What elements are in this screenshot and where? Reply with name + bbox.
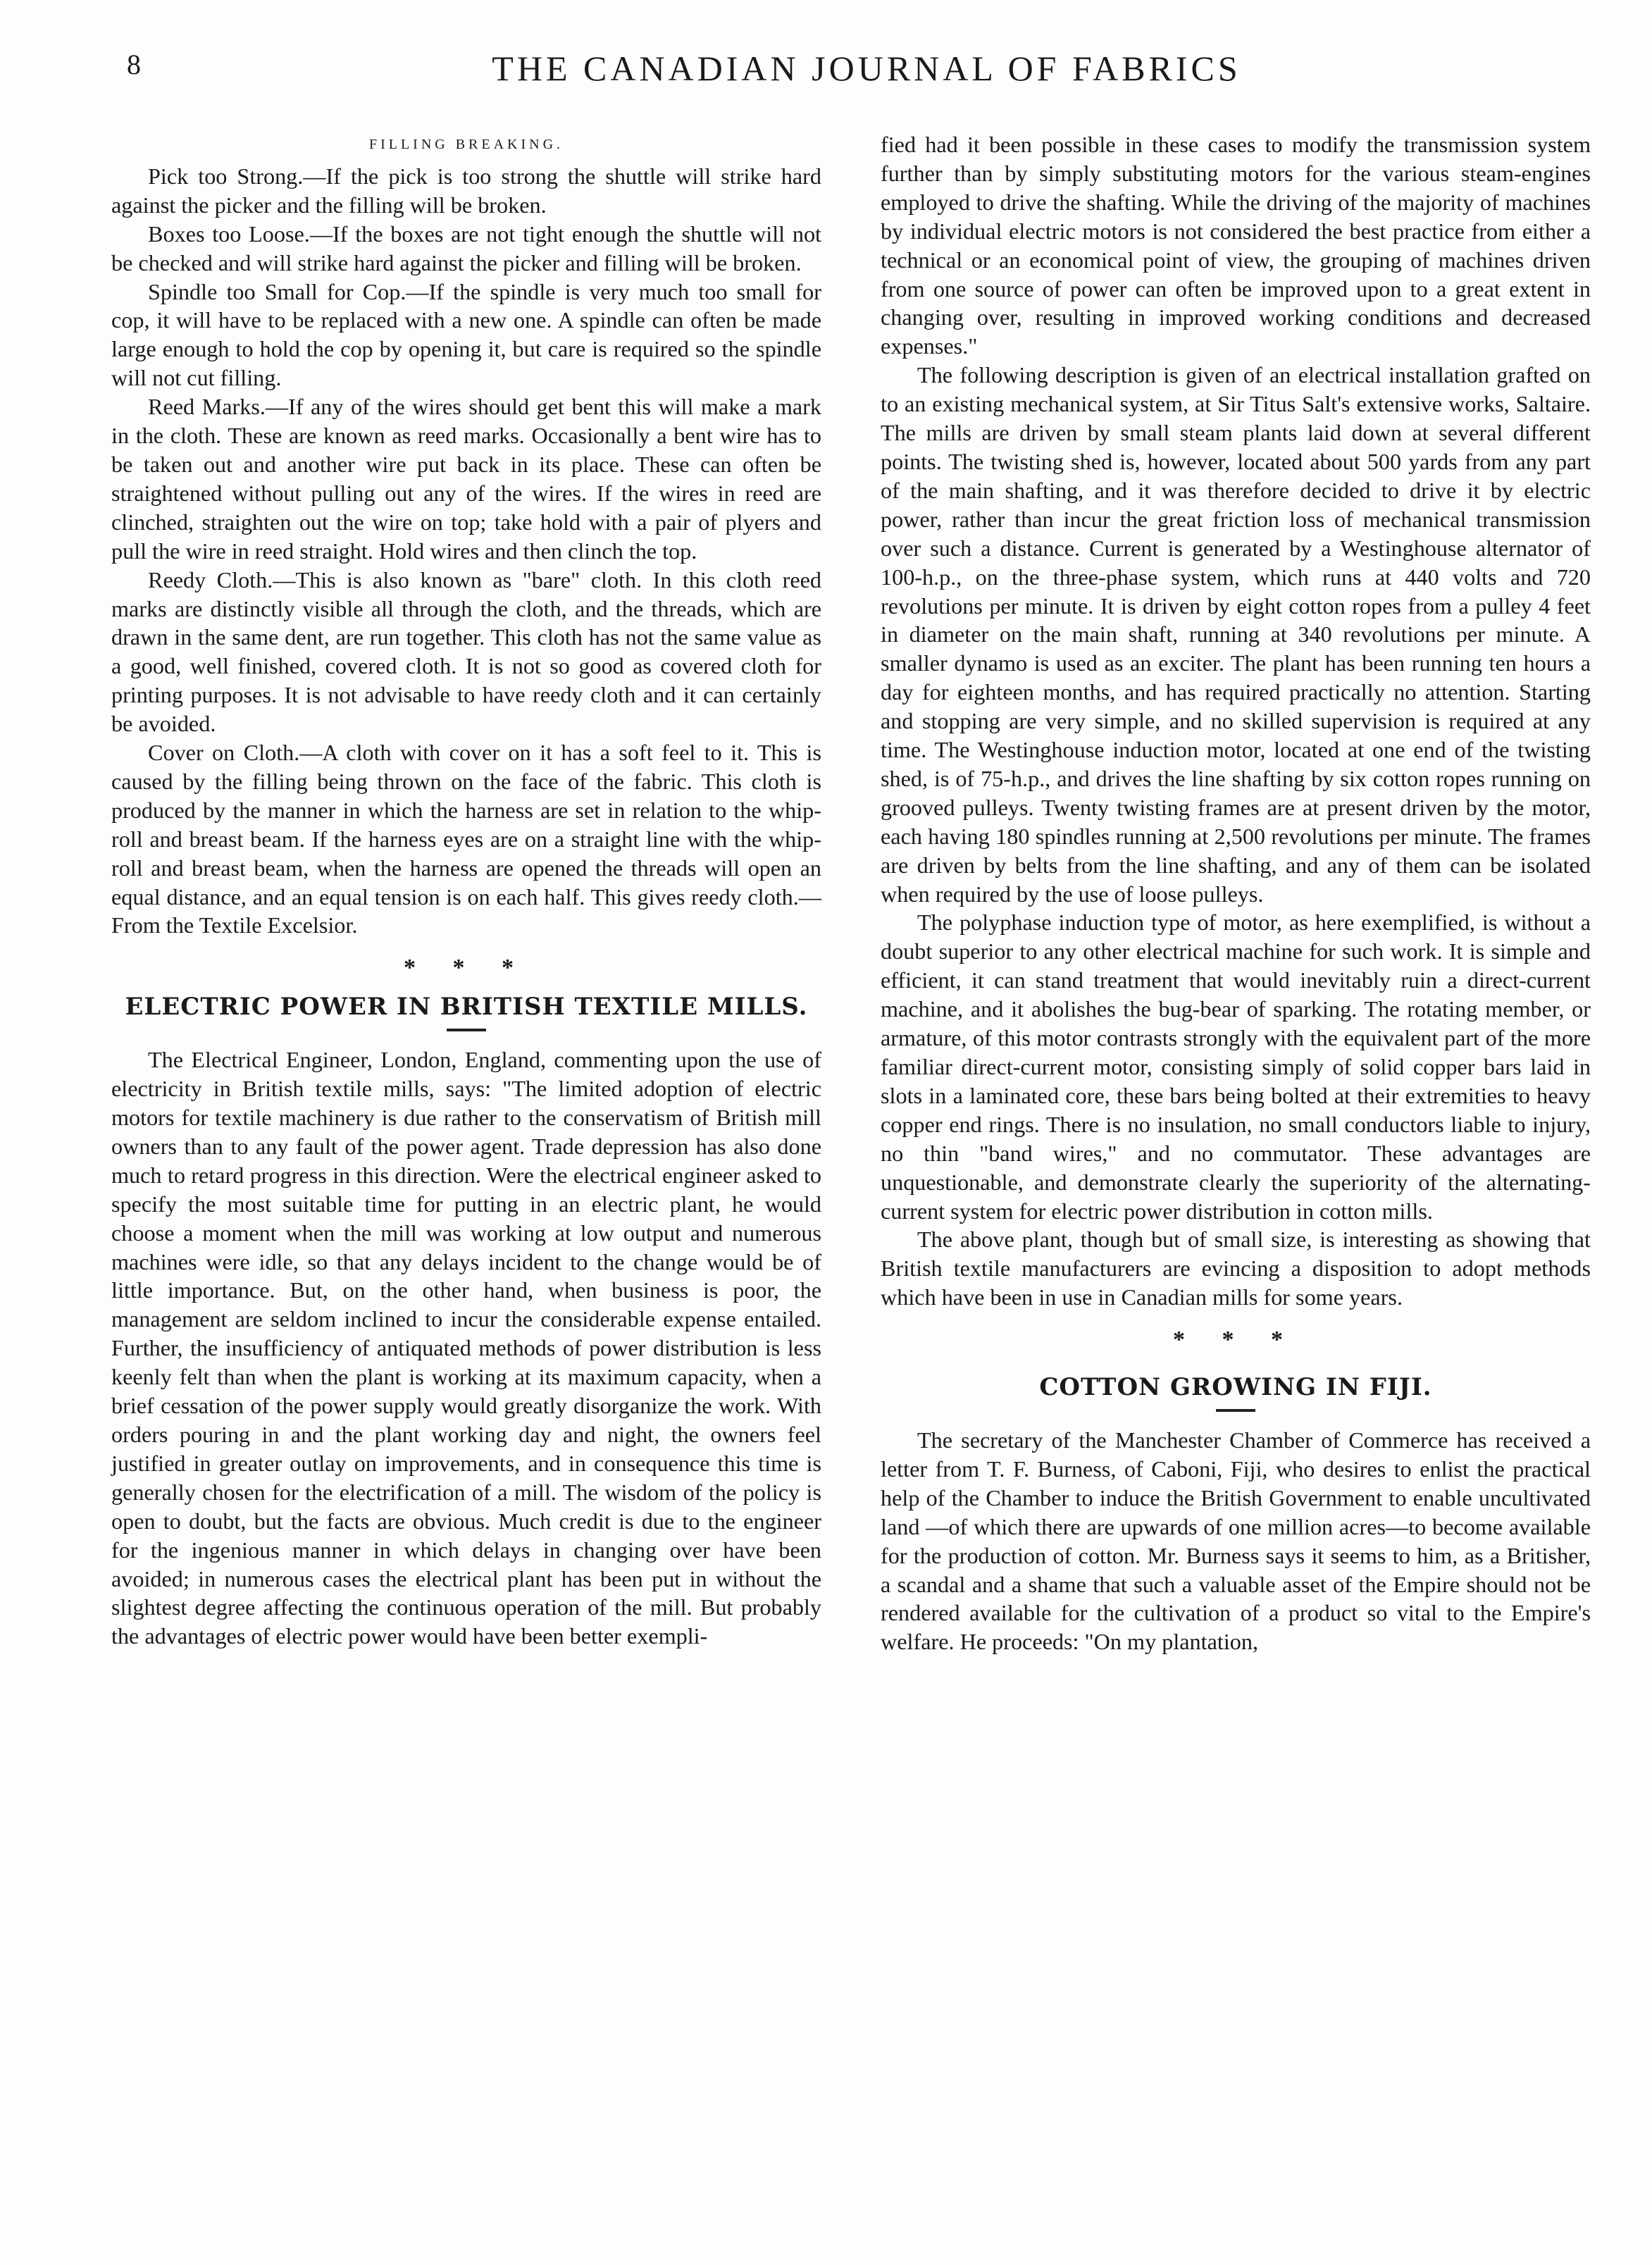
paragraph: The polyphase induction type of motor, as here exemplified, is without a doubt superior to any other electrical machine for such work. It is simple and efficient, it can stand treatment that would inevitably ruin a direct-current machine, and it abolishes the bug-bear of sparking. The rotating member, or armature, of this motor contrasts strongly with the equivalent part of the more familiar direct-current motor, consisting simply of solid copper bars laid in slots in a laminated core, these bars being bolted at their extremities to heavy copper end rings. There is no insulation, no small conductors liable to injury, no thin "band wires," and no commutator. These advantages are unquestionable, and demonstrate clearly the superiority of the alternating-current system for electric power distribution in cotton mills. xyxy=(881,910,1591,1224)
left-column xyxy=(111,130,821,1651)
page-number: 8 xyxy=(127,49,141,80)
paragraph: The secretary of the Manchester Chamber of Commerce has received a letter from T. F. Burness, of Caboni, Fiji, who desires to enlist the practical help of the Chamber to induce the British Government to enable uncultivated land —of which there are upwards of one million acres—to become available for the production of cotton. Mr. Burness says it seems to him, as a Britisher, a scandal and a shame that such a valuable asset of the Empire should not be rendered available for the cultivation of a product so vital to the Empire's welfare. He proceeds: "On my plantation, xyxy=(881,1427,1591,1655)
section-divider-stars: * * * xyxy=(1173,1327,1298,1353)
paragraph: Cover on Cloth.—A cloth with cover on it has a soft feel to it. This is caused by the filling being thrown on the face of the fabric. This cloth is produced by the manner in which the harness are set in relation to the whip-roll and breast beam. If the harness eyes are on a straight line with the whip-roll and breast beam, when the harness are opened the threads will open an equal distance, and an equal tension is on each half. This gives reedy cloth.—From the Textile Excelsior. xyxy=(111,740,821,938)
paragraph: Pick too Strong.—If the pick is too strong the shuttle will strike hard against the picker and the filling will be broken. xyxy=(111,163,821,218)
paragraph: The above plant, though but of small size, is interesting as showing that British textile manufacturers are evincing a disposition to adopt methods which have been in use in Canadian mills for some years. xyxy=(881,1227,1591,1310)
paragraph: Reed Marks.—If any of the wires should get bent this will make a mark in the cloth. These are known as reed marks. Occasionally a bent wire has to be taken out and another wire put back in its place. These can often be straightened without pulling out any of the wires. If the wires in reed are clinched, straighten out the wire on top; take hold with a pair of plyers and pull the wire in reed straight. Hold wires and then clinch the top. xyxy=(111,394,821,564)
article-title: COTTON GROWING IN FIJI. xyxy=(1039,1373,1432,1402)
section-heading: FILLING BREAKING. xyxy=(368,137,564,152)
title-rule xyxy=(447,1029,486,1031)
right-column xyxy=(881,130,1591,1656)
paragraph: fied had it been possible in these cases to modify the transmission system further than by simply substituting motors for the various steam-engines employed to drive the shafting. While the driving of the majority of machines by individual electric motors is not considered the best practice from either a technical or an economical point of view, the grouping of machines driven from one source of power can often be improved upon to a great extent in changing over, resulting in improved working conditions and decreased expenses." xyxy=(881,132,1591,359)
article-title: ELECTRIC POWER IN BRITISH TEXTILE MILLS. xyxy=(125,993,808,1022)
paragraph: Reedy Cloth.—This is also known as "bare" cloth. In this cloth reed marks are distinctly visible all through the cloth, and the threads, which are drawn in the same dent, are run together. This cloth has not the same value as a good, well finished, covered cloth. It is not so good as covered cloth for printing purposes. It is not advisable to have reedy cloth and it can certainly be avoided. xyxy=(111,566,821,737)
paragraph: Spindle too Small for Cop.—If the spindle is very much too small for cop, it will have to be replaced with a new one. A spindle can often be made large enough to hold the cop by opening it, but care is required so the spindle will not cut filling. xyxy=(111,278,821,391)
paragraph: The following description is given of an electrical installation grafted on to an existing mechanical system, at Sir Titus Salt's extensive works, Saltaire. The mills are driven by small steam plants laid down at several different points. The twisting shed is, however, located about 500 yards from any part of the main shafting, and it was therefore decided to drive it by electric power, rather than incur the great friction loss of mechanical transmission over such a distance. Current is generated by a Westinghouse alternator of 100-h.p., on the three-phase system, which runs at 440 volts and 720 revolutions per minute. It is driven by eight cotton ropes from a pulley 4 feet in diameter on the main shaft, running at 340 revolutions per minute. A smaller dynamo is used as an exciter. The plant has been running ten hours a day for eighteen months, and has required practically no attention. Starting and stopping are very simple, and no skilled supervision is required at any time. The Westinghouse induction motor, located at one end of the twisting shed, is of 75-h.p., and drives the line shafting by six cotton ropes running on grooved pulleys. Twenty twisting frames are at present driven by the motor, each having 180 spindles running at 2,500 revolutions per minute. The frames are driven by belts from the line shafting, and any of them can be isolated when required by the use of loose pulleys. xyxy=(881,362,1591,907)
journal-title: THE CANADIAN JOURNAL OF FABRICS xyxy=(492,49,1241,88)
paragraph: The Electrical Engineer, London, England, commenting upon the use of electricity in British textile mills, says: "The limited adoption of electric motors for textile machinery is due rather to the conservatism of British mill owners than to any fault of the power agent. Trade depression has also done much to retard progress in this direction. Were the electrical engineer asked to specify the most suitable time for putting in an electric plant, he would choose a moment when the mill was working at low output and numerous machines were idle, so that any delays incident to the change would be of little importance. But, on the other hand, when business is poor, the management are seldom inclined to incur the considerable expense entailed. Further, the insufficiency of antiquated methods of power distribution is less keenly felt than when the plant is working at its maximum capacity, when a brief cessation of the power supply would greatly disorganize the work. With orders pouring in and the plant working day and night, the owners feel justified in greater outlay on improvements, and in consequence this time is generally chosen for the electrification of a mill. The wisdom of the policy is open to doubt, but the facts are obvious. Much credit is due to the engineer for the ingenious manner in which delays in changing over have been avoided; in numerous cases the electrical plant has been put in without the slightest degree affecting the continuous operation of the mill. But probably the advantages of electric power would have been better exempli- xyxy=(111,1047,821,1649)
title-rule xyxy=(1216,1409,1255,1412)
page-header xyxy=(127,48,1606,97)
section-divider-stars: * * * xyxy=(404,955,529,981)
paragraph: Boxes too Loose.—If the boxes are not tight enough the shuttle will not be checked and will strike hard against the picker and filling will be broken. xyxy=(111,221,821,275)
